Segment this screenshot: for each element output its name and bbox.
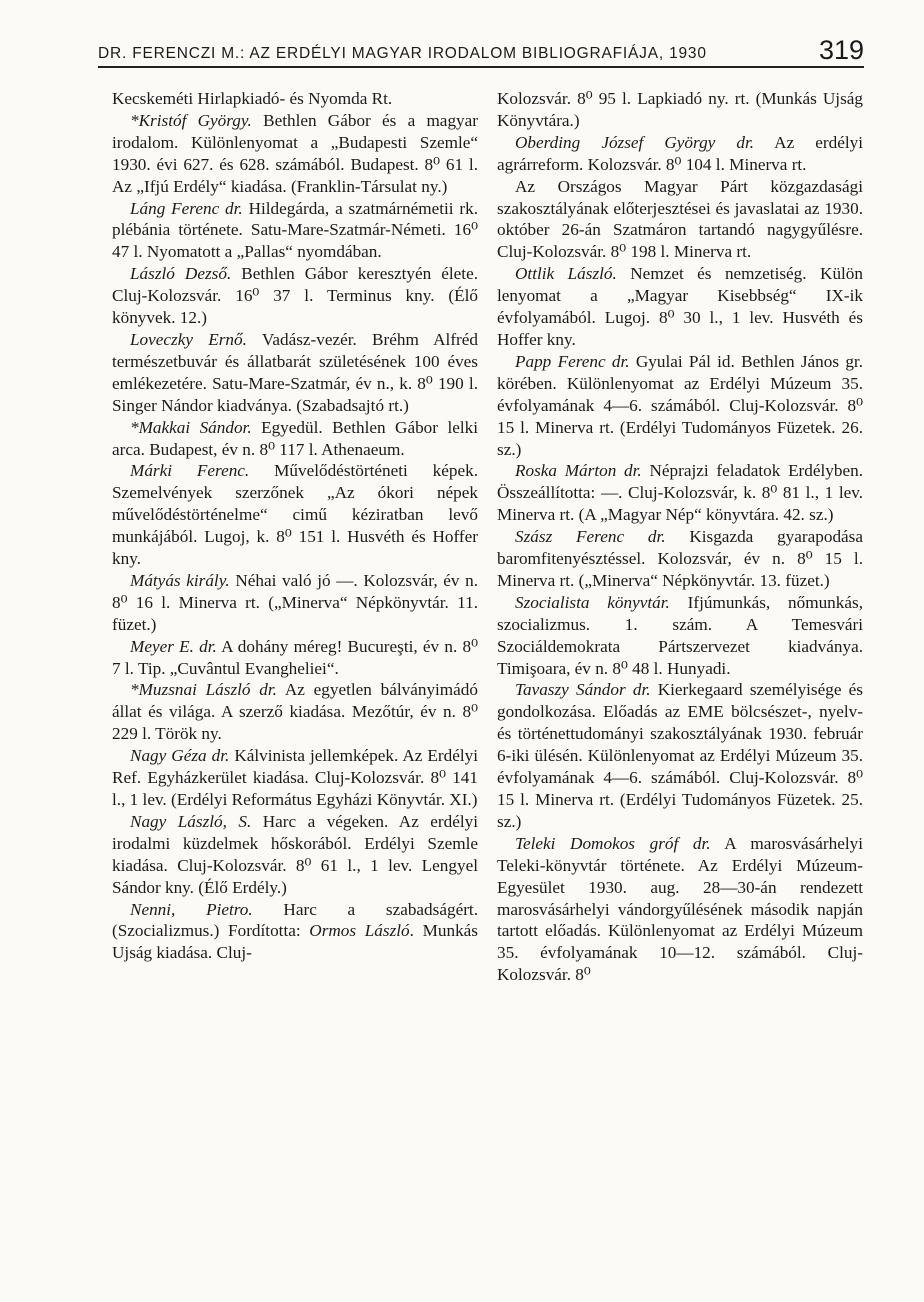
entry-text: Az Országos Magyar Párt közgazdasági szakosztályának előterjesztései és javaslatai az 1930. október 26-án Szatmáron tartandó nagygyűlésre. Cluj-Kolozsvár. 8⁰ 198 l. Minerva rt. — [497, 176, 863, 262]
page-header — [98, 30, 864, 64]
page-number: 319 — [818, 35, 864, 65]
entry-text: Bethlen Gábor és a magyar irodalom. Különlenyomat a „Budapesti Szemle“ 1930. évi 627. és 628. számából. Budapest. 8⁰ 61 l. Az „Ifjú Erdély“ kiadása. (Franklin-Társulat ny.) — [112, 110, 478, 196]
bibliography-entry — [112, 198, 478, 264]
bibliography-entry — [112, 417, 478, 461]
entry-author: Meyer E. dr. — [130, 636, 217, 656]
bibliography-entry — [112, 263, 478, 329]
entry-text: Néhai való jó —. Kolozsvár, év n. 8⁰ 16 l. Minerva rt. („Minerva“ Népkönyvtár. 11. füzet.) — [112, 570, 479, 634]
entry-author: *Muzsnai László dr. — [130, 680, 277, 700]
bibliography-entry — [497, 132, 863, 176]
entry-text: Kisgazda gyarapodása baromfitenyésztéssel. Kolozsvár, év n. 8⁰ 15 l. Minerva rt. („Minerva“ Népkönyvtár. 13. füzet.) — [497, 527, 863, 590]
entry-text: Művelődéstörténeti képek. Szemelvények szerzőnek „Az ókori népek művelődéstörténelme“ cimű kéziratban levő munkájából. Lugoj, k. 8⁰ 151 l. Husvéth és Hoffer kny. — [112, 461, 478, 569]
entry-text: Néprajzi feladatok Erdélyben. Összeállította: —. Cluj-Kolozsvár, k. 8⁰ 81 l., 1 lev. Minerva rt. (A „Magyar Nép“ könyvtára. 42. sz.) — [497, 461, 863, 525]
entry-author: Szász Ferenc dr. — [515, 527, 666, 547]
entry-author: Nenni, Pietro. — [130, 899, 253, 919]
entry-author: *Kristóf György. — [130, 110, 252, 130]
entry-text: Gyulai Pál id. Bethlen János gr. körében. Különlenyomat az Erdélyi Múzeum 35. évfolyamának 4—6. számából. Cluj-Kolozsvár. 8⁰ 15 l. Minerva rt. (Erdélyi Tudományos Füzetek. 26. sz.) — [497, 351, 863, 459]
entry-text: Bethlen Gábor keresztyén élete. Cluj-Kolozsvár. 16⁰ 37 l. Terminus kny. (Élő könyvek. 12.) — [112, 264, 478, 328]
entry-text: Az erdélyi agrárreform. Kolozsvár. 8⁰ 104 l. Minerva rt. — [497, 132, 864, 174]
entry-text: Az egyetlen bálványimádó állat és világa. A szerző kiadása. Mezőtúr, év n. 8⁰ 229 l. Török ny. — [112, 680, 478, 744]
entry-text: Kierkegaard személyisége és gondolkozása. Előadás az EME bölcsészet-, nyelv- és történettudományi szakosztályának 1930. február 6-iki ülésén. Különlenyomat az Erdélyi Múzeum 35. évfolyamának 4—6. számából. Cluj-Kolozsvár. 8⁰ 15 l. Minerva rt. (Erdélyi Tudományos Füzetek. 25. sz.) — [497, 680, 863, 831]
entry-text: Ifjúmunkás, nőmunkás, szocializmus. 1. szám. A Temesvári Szociáldemokrata Pártszervezet kiadványa. Timişoara, év n. 8⁰ 48 l. Hunyadi. — [497, 592, 863, 678]
bibliography-entry — [112, 460, 478, 570]
entry-author: László Dezső. — [130, 264, 232, 284]
continuation-text: Kecskeméti Hirlapkiadó- és Nyomda Rt. — [112, 89, 393, 108]
entry-text: A dohány méreg! Bucureşti, év n. 8⁰ 7 l. Tip. „Cuvântul Evangheliei“. — [112, 636, 478, 678]
entry-author: Nagy Géza dr. — [130, 746, 230, 766]
entry-author: *Makkai Sándor. — [130, 417, 252, 437]
entry-author: Nagy László, S. — [130, 811, 252, 831]
running-title: DR. FERENCZI M.: AZ ERDÉLYI MAGYAR IRODALOM BIBLIOGRAFIÁJA, 1930 — [98, 44, 707, 62]
entry-author: Teleki Domokos gróf dr. — [515, 833, 711, 853]
entry-author: Tavaszy Sándor dr. — [515, 680, 651, 700]
right-entries — [497, 132, 863, 986]
header-rule — [98, 66, 864, 68]
entry-author: Roska Márton dr. — [515, 461, 642, 481]
bibliography-entry — [497, 176, 863, 264]
bibliography-entry — [112, 811, 478, 899]
entry-author: Loveczky Ernő. — [130, 329, 247, 349]
bibliography-entry — [497, 351, 863, 461]
bibliography-entry — [497, 460, 863, 526]
bibliography-entry — [112, 110, 478, 198]
bibliography-entry — [112, 679, 478, 745]
entry-author: Papp Ferenc dr. — [515, 351, 630, 371]
entry-text: Nemzet és nemzetiség. Külön lenyomat a „Magyar Kisebbség“ IX-ik évfolyamából. Lugoj. 8⁰ 30 l., 1 lev. Husvéth és Hoffer kny. — [497, 264, 863, 349]
entry-author: Oberding József György dr. — [515, 132, 755, 152]
entry-author: Szocialista könyvtár. — [515, 592, 670, 612]
bibliography-entry — [112, 329, 478, 417]
entry-text: Harc a szabadságért. (Szocializmus.) Fordította: Ormos László. Munkás Ujság kiadása. Cluj- — [112, 899, 478, 963]
bibliography-entry — [112, 745, 478, 811]
bibliography-entry — [112, 899, 478, 965]
left-column — [112, 88, 478, 964]
entry-author: Márki Ferenc. — [130, 461, 250, 481]
entry-text: Vadász-vezér. Bréhm Alfréd természetbuvár és állatbarát születésének 100 éves emlékezetére. Satu-Mare-Szatmár, év n., k. 8⁰ 190 l. Singer Nándor kiadványa. (Szabadsajtó rt.) — [112, 329, 478, 415]
continuation-text: Kolozsvár. 8⁰ 95 l. Lapkiadó ny. rt. (Munkás Ujság Könyvtára.) — [497, 89, 863, 130]
bibliography-entry — [497, 526, 863, 592]
bibliography-entry — [112, 570, 478, 636]
bibliography-entry — [112, 636, 478, 680]
entry-author: Ottlik László. — [515, 264, 617, 284]
entry-author: Láng Ferenc dr. — [130, 198, 243, 218]
translator-name: Ormos László — [309, 921, 410, 941]
bibliography-entry — [497, 679, 863, 832]
left-entries — [112, 110, 478, 964]
entry-text: Hildegárda, a szatmárnémetii rk. plébánia története. Satu-Mare-Szatmár-Németi. 16⁰ 47 l. Nyomatott a „Pallas“ nyomdában. — [112, 198, 478, 262]
entry-text: Kálvinista jellemképek. Az Erdélyi Ref. Egyházkerület kiadása. Cluj-Kolozsvár. 8⁰ 141 l., 1 lev. (Erdélyi Református Egyházi Könyvtár. XI.) — [112, 746, 478, 809]
bibliography-entry — [497, 263, 863, 351]
right-column — [497, 88, 863, 986]
entry-author: Mátyás király. — [130, 570, 230, 590]
entry-text: Egyedül. Bethlen Gábor lelki arca. Budapest, év n. 8⁰ 117 l. Athenaeum. — [112, 417, 478, 459]
entry-text: Harc a végeken. Az erdélyi irodalmi küzdelmek hőskorából. Erdélyi Szemle kiadása. Cluj-Kolozsvár. 8⁰ 61 l., 1 lev. Lengyel Sándor kny. (Élő Erdély.) — [112, 811, 478, 897]
bibliography-entry — [497, 592, 863, 680]
bibliography-entry — [497, 833, 863, 986]
entry-text: A marosvásárhelyi Teleki-könyvtár története. Az Erdélyi Múzeum-Egyesület 1930. aug. 28—30-án rendezett marosvásárhelyi vándorgyűlésének második napján tartott előadás. Különlenyomat az Erdélyi Múzeum 35. évfolyamának 10—12. számából. Cluj-Kolozsvár. 8⁰ — [497, 833, 863, 985]
